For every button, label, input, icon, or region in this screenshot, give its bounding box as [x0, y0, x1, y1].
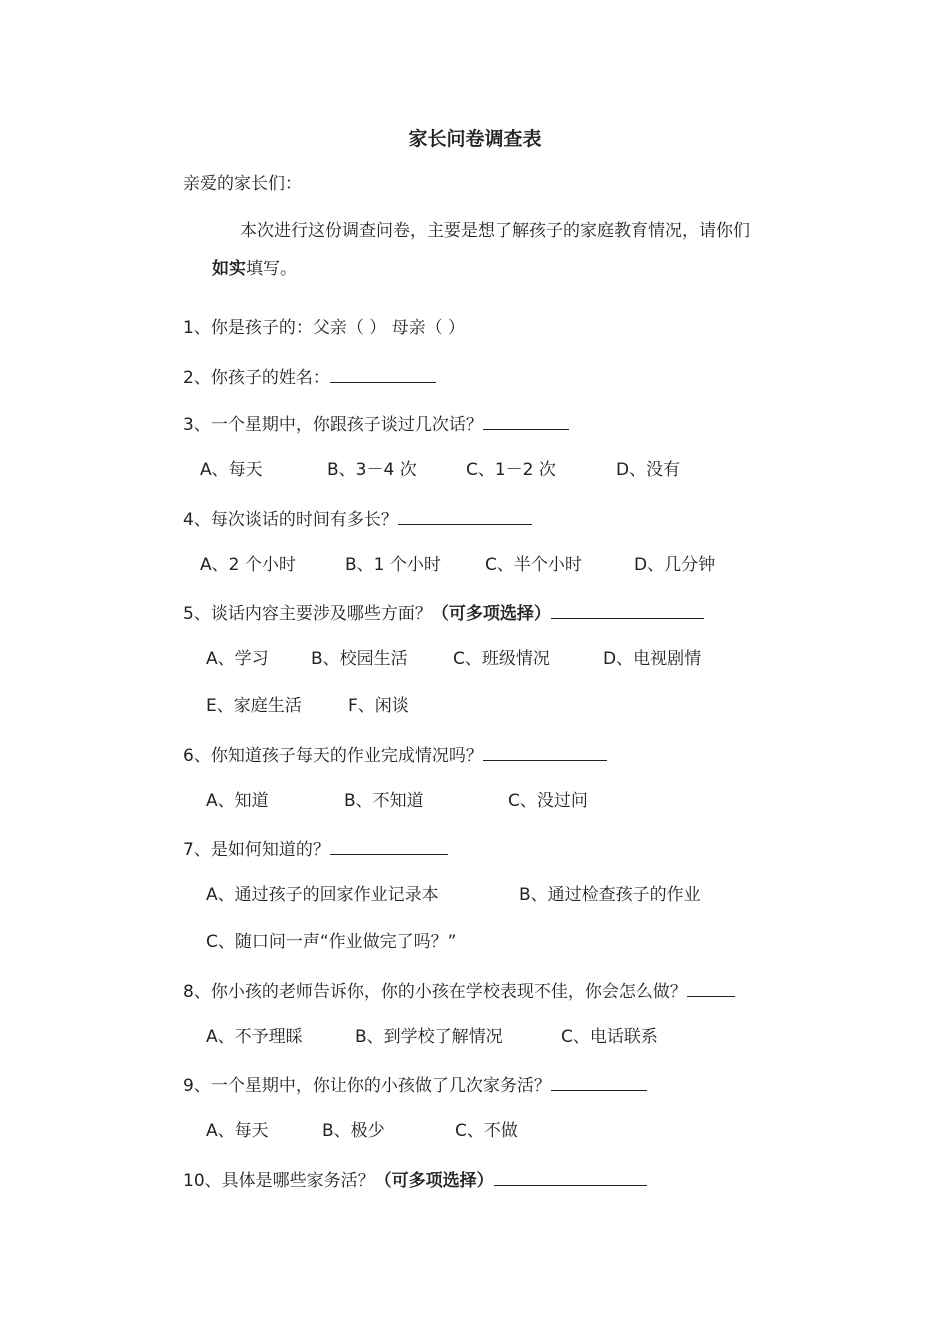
intro-emphasis: 如实 — [212, 259, 246, 279]
option-5f[interactable]: F、闲谈 — [348, 696, 409, 716]
option-6a[interactable]: A、知道 — [206, 791, 269, 811]
option-4b[interactable]: B、1 个小时 — [345, 555, 441, 575]
option-8a[interactable]: A、不予理睬 — [206, 1027, 303, 1047]
question-10 — [183, 1167, 647, 1193]
question-9-text: 9、一个星期中，你让你的小孩做了几次家务活？ — [183, 1076, 551, 1096]
question-1: 1、你是孩子的：父亲（ ） 母亲（ ） — [183, 318, 466, 338]
option-5a[interactable]: A、学习 — [206, 649, 269, 669]
greeting: 亲爱的家长们： — [183, 174, 302, 194]
option-4d[interactable]: D、几分钟 — [634, 555, 716, 575]
option-6b[interactable]: B、不知道 — [344, 791, 424, 811]
option-7c[interactable]: C、随口问一声“作业做完了吗？” — [206, 932, 457, 952]
answer-blank-8[interactable] — [687, 978, 735, 997]
question-2 — [183, 364, 436, 390]
question-3-text: 3、一个星期中，你跟孩子谈过几次话？ — [183, 415, 483, 435]
question-4-text: 4、每次谈话的时间有多长？ — [183, 510, 398, 530]
answer-blank-3[interactable] — [483, 411, 569, 430]
page-title: 家长问卷调查表 — [408, 128, 542, 150]
option-3b[interactable]: B、3－4 次 — [327, 460, 417, 480]
option-9c[interactable]: C、不做 — [455, 1121, 518, 1141]
option-6c[interactable]: C、没过问 — [508, 791, 588, 811]
option-7a[interactable]: A、通过孩子的回家作业记录本 — [206, 885, 439, 905]
question-2-text: 2、你孩子的姓名： — [183, 368, 330, 388]
answer-blank-4[interactable] — [398, 506, 532, 525]
answer-blank-5[interactable] — [551, 600, 704, 619]
question-6 — [183, 742, 607, 768]
option-3d[interactable]: D、没有 — [616, 460, 681, 480]
question-4 — [183, 506, 532, 532]
question-9 — [183, 1072, 647, 1098]
question-10-note: （可多项选择） — [374, 1171, 494, 1191]
question-5-note: （可多项选择） — [431, 604, 551, 624]
question-6-text: 6、你知道孩子每天的作业完成情况吗？ — [183, 746, 483, 766]
answer-blank-9[interactable] — [551, 1072, 647, 1091]
option-5b[interactable]: B、校园生活 — [311, 649, 408, 669]
answer-blank-6[interactable] — [483, 742, 607, 761]
intro-line-1: 本次进行这份调查问卷，主要是想了解孩子的家庭教育情况，请你们 — [240, 221, 750, 241]
option-3c[interactable]: C、1－2 次 — [466, 460, 556, 480]
name-answer-blank[interactable] — [330, 364, 436, 383]
option-5e[interactable]: E、家庭生活 — [206, 696, 302, 716]
question-8-text: 8、你小孩的老师告诉你，你的小孩在学校表现不佳，你会怎么做？ — [183, 982, 687, 1002]
option-7b[interactable]: B、通过检查孩子的作业 — [519, 885, 701, 905]
intro-rest: 填写。 — [246, 259, 297, 279]
question-5-text: 5、谈话内容主要涉及哪些方面？ — [183, 604, 432, 624]
question-5 — [183, 600, 704, 626]
option-3a[interactable]: A、每天 — [200, 460, 263, 480]
option-9a[interactable]: A、每天 — [206, 1121, 269, 1141]
option-4c[interactable]: C、半个小时 — [485, 555, 582, 575]
answer-blank-10[interactable] — [494, 1167, 647, 1186]
option-8b[interactable]: B、到学校了解情况 — [355, 1027, 503, 1047]
question-3 — [183, 411, 569, 437]
answer-blank-7[interactable] — [330, 836, 448, 855]
option-8c[interactable]: C、电话联系 — [561, 1027, 658, 1047]
option-9b[interactable]: B、极少 — [322, 1121, 385, 1141]
question-7-text: 7、是如何知道的？ — [183, 840, 330, 860]
question-7 — [183, 836, 448, 862]
option-5c[interactable]: C、班级情况 — [453, 649, 550, 669]
question-10-text: 10、具体是哪些家务活？ — [183, 1171, 375, 1191]
option-5d[interactable]: D、电视剧情 — [603, 649, 702, 669]
option-4a[interactable]: A、2 个小时 — [200, 555, 296, 575]
intro-line-2 — [212, 257, 297, 281]
question-8 — [183, 978, 735, 1004]
